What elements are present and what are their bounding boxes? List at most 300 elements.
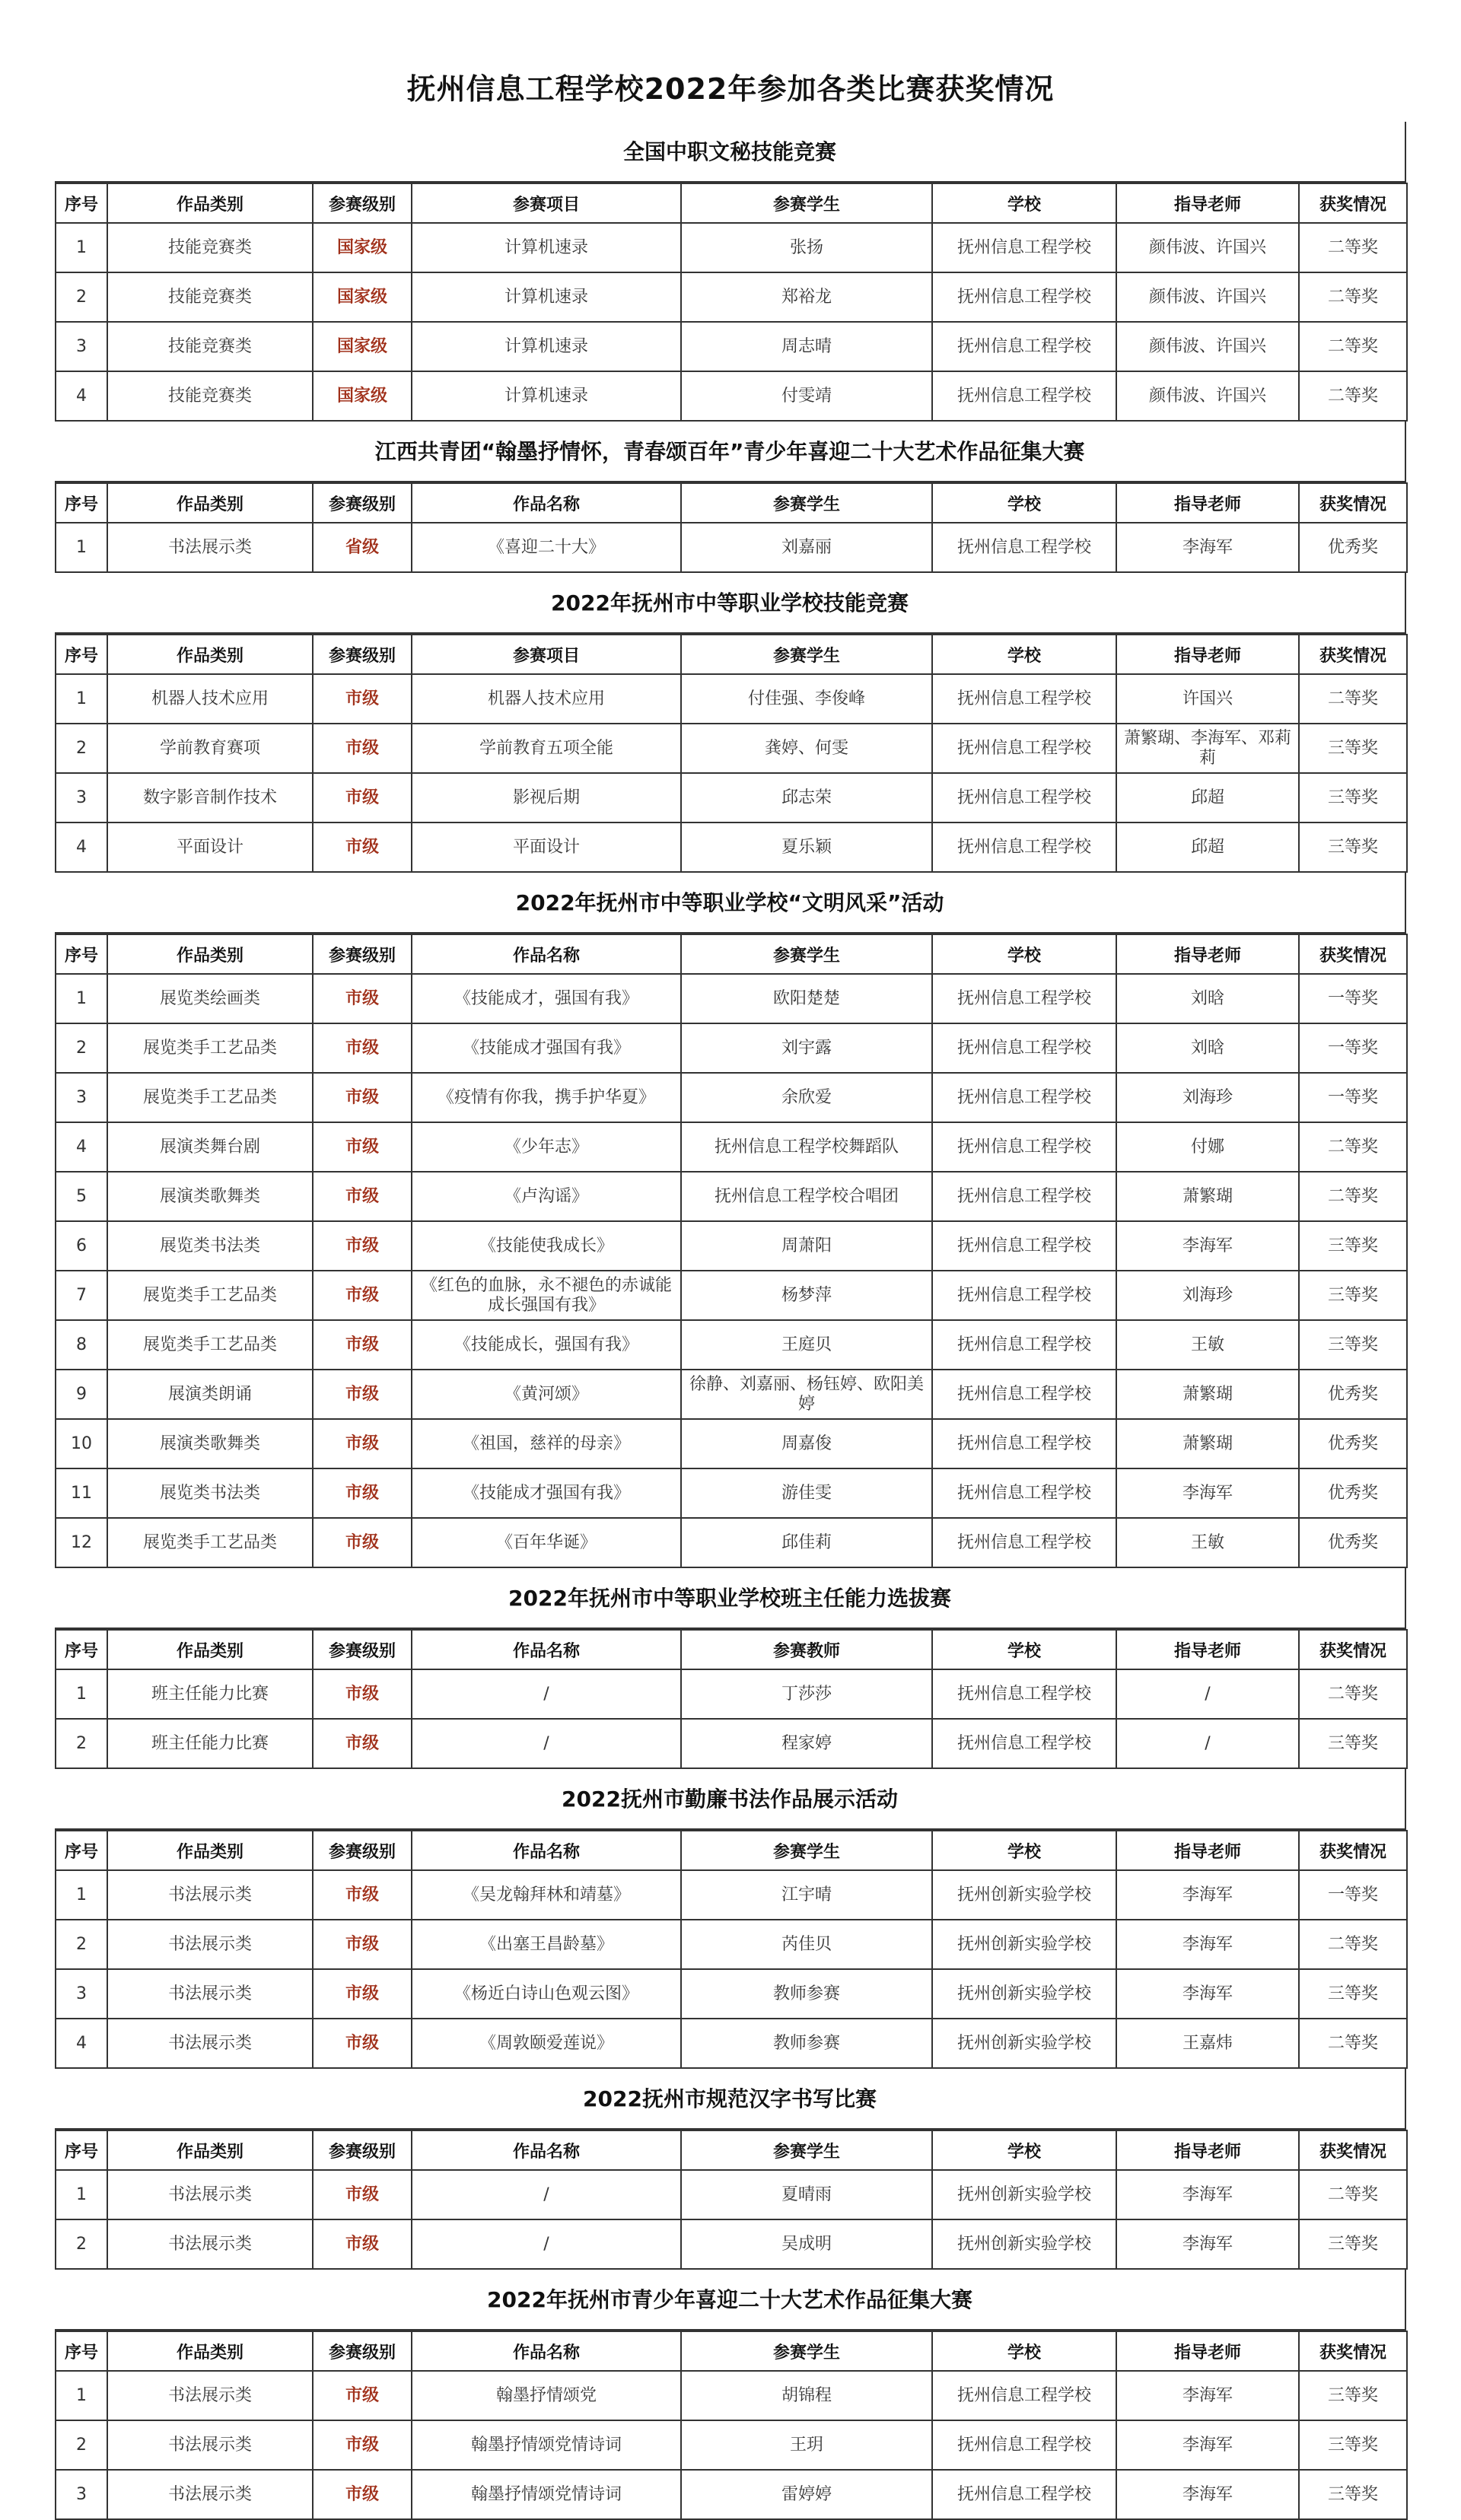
- cell-level: 市级: [313, 1719, 412, 1768]
- column-header-level: 参赛级别: [313, 1630, 412, 1669]
- cell-work: 《周敦颐爱莲说》: [412, 2019, 681, 2068]
- cell-level: 市级: [313, 674, 412, 724]
- cell-index: 1: [56, 1669, 107, 1719]
- cell-index: 4: [56, 822, 107, 872]
- column-header-school: 学校: [932, 2331, 1116, 2371]
- cell-work: 《黄河颂》: [412, 1370, 681, 1419]
- cell-school: 抚州信息工程学校: [932, 773, 1116, 822]
- cell-work: 《红色的血脉，永不褪色的赤诚能成长强国有我》: [412, 1271, 681, 1320]
- column-header-school: 学校: [932, 483, 1116, 523]
- cell-teacher: 李海军: [1116, 523, 1299, 572]
- table-row: [56, 2371, 1407, 2420]
- cell-index: 2: [56, 1719, 107, 1768]
- column-header-participant: 参赛学生: [681, 183, 932, 223]
- cell-category: 技能竞赛类: [107, 272, 313, 322]
- cell-level: 市级: [313, 724, 412, 773]
- column-header-work: 作品名称: [412, 1831, 681, 1870]
- cell-work: 《杨近白诗山色观云图》: [412, 1969, 681, 2019]
- table-header-row: [56, 483, 1407, 523]
- cell-index: 11: [56, 1468, 107, 1518]
- cell-award: 二等奖: [1299, 2170, 1407, 2219]
- award-document: [55, 122, 1406, 2520]
- table-header-row: [56, 934, 1407, 974]
- cell-index: 12: [56, 1518, 107, 1567]
- cell-teacher: 刘晗: [1116, 1023, 1299, 1073]
- cell-category: 展览类手工艺品类: [107, 1073, 313, 1122]
- cell-work: 计算机速录: [412, 322, 681, 371]
- cell-level: 市级: [313, 1370, 412, 1419]
- column-header-index: 序号: [56, 183, 107, 223]
- cell-participant: 郑裕龙: [681, 272, 932, 322]
- cell-index: 9: [56, 1370, 107, 1419]
- column-header-teacher: 指导老师: [1116, 483, 1299, 523]
- cell-award: 三等奖: [1299, 773, 1407, 822]
- cell-teacher: /: [1116, 1719, 1299, 1768]
- table-row: [56, 1518, 1407, 1567]
- cell-level: 市级: [313, 1870, 412, 1920]
- column-header-school: 学校: [932, 1630, 1116, 1669]
- column-header-award: 获奖情况: [1299, 1831, 1407, 1870]
- cell-teacher: 李海军: [1116, 2470, 1299, 2519]
- column-header-participant: 参赛教师: [681, 1630, 932, 1669]
- column-header-category: 作品类别: [107, 2130, 313, 2170]
- cell-work: 《出塞王昌龄墓》: [412, 1920, 681, 1969]
- column-header-participant: 参赛学生: [681, 934, 932, 974]
- table-row: [56, 322, 1407, 371]
- cell-teacher: 王嘉炜: [1116, 2019, 1299, 2068]
- cell-school: 抚州信息工程学校: [932, 2420, 1116, 2470]
- award-table: [55, 2331, 1408, 2520]
- cell-index: 10: [56, 1419, 107, 1468]
- cell-teacher: 颜伟波、许国兴: [1116, 322, 1299, 371]
- cell-participant: 抚州信息工程学校舞蹈队: [681, 1122, 932, 1172]
- cell-level: 市级: [313, 1920, 412, 1969]
- cell-participant: 雷婷婷: [681, 2470, 932, 2519]
- cell-award: 二等奖: [1299, 371, 1407, 421]
- cell-teacher: 付娜: [1116, 1122, 1299, 1172]
- cell-index: 2: [56, 2219, 107, 2269]
- cell-school: 抚州创新实验学校: [932, 2170, 1116, 2219]
- cell-category: 班主任能力比赛: [107, 1719, 313, 1768]
- cell-teacher: 李海军: [1116, 1969, 1299, 2019]
- cell-category: 平面设计: [107, 822, 313, 872]
- cell-participant: 付雯靖: [681, 371, 932, 421]
- cell-index: 8: [56, 1320, 107, 1370]
- cell-participant: 杨梦萍: [681, 1271, 932, 1320]
- cell-level: 国家级: [313, 322, 412, 371]
- column-header-category: 作品类别: [107, 183, 313, 223]
- column-header-work: 参赛项目: [412, 635, 681, 674]
- table-row: [56, 1669, 1407, 1719]
- cell-participant: 张扬: [681, 223, 932, 272]
- cell-participant: 欧阳楚楚: [681, 974, 932, 1023]
- competition-section: [55, 422, 1406, 573]
- award-table: [55, 1830, 1408, 2069]
- column-header-level: 参赛级别: [313, 2331, 412, 2371]
- cell-participant: 周嘉俊: [681, 1419, 932, 1468]
- cell-index: 2: [56, 1023, 107, 1073]
- column-header-award: 获奖情况: [1299, 934, 1407, 974]
- cell-category: 书法展示类: [107, 1870, 313, 1920]
- column-header-index: 序号: [56, 483, 107, 523]
- table-row: [56, 1370, 1407, 1419]
- column-header-index: 序号: [56, 1630, 107, 1669]
- cell-category: 数字影音制作技术: [107, 773, 313, 822]
- cell-level: 市级: [313, 2019, 412, 2068]
- column-header-level: 参赛级别: [313, 934, 412, 974]
- cell-index: 5: [56, 1172, 107, 1221]
- cell-work: /: [412, 1669, 681, 1719]
- cell-index: 1: [56, 223, 107, 272]
- column-header-school: 学校: [932, 934, 1116, 974]
- cell-award: 优秀奖: [1299, 1468, 1407, 1518]
- cell-school: 抚州信息工程学校: [932, 371, 1116, 421]
- table-row: [56, 1320, 1407, 1370]
- table-header-row: [56, 183, 1407, 223]
- cell-index: 1: [56, 974, 107, 1023]
- cell-teacher: 颜伟波、许国兴: [1116, 371, 1299, 421]
- column-header-work: 作品名称: [412, 934, 681, 974]
- cell-teacher: 颜伟波、许国兴: [1116, 272, 1299, 322]
- column-header-work: 作品名称: [412, 2331, 681, 2371]
- cell-teacher: 邱超: [1116, 822, 1299, 872]
- cell-category: 书法展示类: [107, 1920, 313, 1969]
- cell-level: 省级: [313, 523, 412, 572]
- cell-participant: 丁莎莎: [681, 1669, 932, 1719]
- cell-work: 翰墨抒情颂党情诗词: [412, 2420, 681, 2470]
- column-header-work: 参赛项目: [412, 183, 681, 223]
- cell-level: 市级: [313, 1419, 412, 1468]
- competition-section: [55, 1568, 1406, 1769]
- column-header-award: 获奖情况: [1299, 483, 1407, 523]
- cell-teacher: 颜伟波、许国兴: [1116, 223, 1299, 272]
- table-row: [56, 1221, 1407, 1271]
- table-row: [56, 1023, 1407, 1073]
- cell-award: 优秀奖: [1299, 1419, 1407, 1468]
- cell-teacher: 刘海珍: [1116, 1073, 1299, 1122]
- cell-index: 3: [56, 2470, 107, 2519]
- table-header-row: [56, 1630, 1407, 1669]
- cell-index: 3: [56, 773, 107, 822]
- cell-category: 技能竞赛类: [107, 223, 313, 272]
- column-header-teacher: 指导老师: [1116, 635, 1299, 674]
- column-header-work: 作品名称: [412, 2130, 681, 2170]
- cell-level: 市级: [313, 974, 412, 1023]
- cell-award: 二等奖: [1299, 223, 1407, 272]
- table-row: [56, 371, 1407, 421]
- cell-work: /: [412, 2219, 681, 2269]
- cell-level: 市级: [313, 1122, 412, 1172]
- cell-award: 三等奖: [1299, 1320, 1407, 1370]
- table-row: [56, 773, 1407, 822]
- section-title: 2022年抚州市青少年喜迎二十大艺术作品征集大赛: [55, 2270, 1406, 2331]
- cell-school: 抚州信息工程学校: [932, 1419, 1116, 1468]
- cell-work: 翰墨抒情颂党情诗词: [412, 2470, 681, 2519]
- cell-award: 三等奖: [1299, 724, 1407, 773]
- cell-school: 抚州信息工程学校: [932, 674, 1116, 724]
- cell-award: 二等奖: [1299, 2019, 1407, 2068]
- cell-level: 市级: [313, 822, 412, 872]
- column-header-award: 获奖情况: [1299, 1630, 1407, 1669]
- cell-index: 1: [56, 2170, 107, 2219]
- cell-school: 抚州信息工程学校: [932, 1172, 1116, 1221]
- competition-section: [55, 873, 1406, 1568]
- table-header-row: [56, 2130, 1407, 2170]
- cell-award: 一等奖: [1299, 1073, 1407, 1122]
- section-title: 2022年抚州市中等职业学校“文明风采”活动: [55, 873, 1406, 934]
- cell-school: 抚州创新实验学校: [932, 1969, 1116, 2019]
- cell-category: 展览类书法类: [107, 1468, 313, 1518]
- cell-teacher: 王敏: [1116, 1320, 1299, 1370]
- cell-participant: 抚州信息工程学校合唱团: [681, 1172, 932, 1221]
- column-header-award: 获奖情况: [1299, 2130, 1407, 2170]
- cell-work: 《喜迎二十大》: [412, 523, 681, 572]
- cell-category: 展览类手工艺品类: [107, 1271, 313, 1320]
- cell-work: 《少年志》: [412, 1122, 681, 1172]
- cell-award: 二等奖: [1299, 1669, 1407, 1719]
- cell-school: 抚州信息工程学校: [932, 272, 1116, 322]
- cell-participant: 邱佳莉: [681, 1518, 932, 1567]
- cell-participant: 刘宇露: [681, 1023, 932, 1073]
- table-row: [56, 1122, 1407, 1172]
- column-header-level: 参赛级别: [313, 635, 412, 674]
- cell-school: 抚州信息工程学校: [932, 1023, 1116, 1073]
- cell-category: 书法展示类: [107, 2019, 313, 2068]
- cell-index: 4: [56, 1122, 107, 1172]
- cell-award: 二等奖: [1299, 1172, 1407, 1221]
- column-header-participant: 参赛学生: [681, 2130, 932, 2170]
- cell-level: 市级: [313, 1271, 412, 1320]
- cell-index: 3: [56, 1969, 107, 2019]
- award-table: [55, 2130, 1408, 2270]
- cell-school: 抚州信息工程学校: [932, 1320, 1116, 1370]
- column-header-award: 获奖情况: [1299, 183, 1407, 223]
- award-table: [55, 934, 1408, 1568]
- cell-award: 一等奖: [1299, 974, 1407, 1023]
- cell-level: 市级: [313, 1969, 412, 2019]
- cell-work: 计算机速录: [412, 223, 681, 272]
- cell-index: 2: [56, 724, 107, 773]
- section-title: 2022年抚州市中等职业学校班主任能力选拔赛: [55, 1568, 1406, 1629]
- table-header-row: [56, 635, 1407, 674]
- cell-participant: 王庭贝: [681, 1320, 932, 1370]
- cell-category: 书法展示类: [107, 2219, 313, 2269]
- cell-school: 抚州信息工程学校: [932, 523, 1116, 572]
- cell-level: 市级: [313, 773, 412, 822]
- cell-work: 《卢沟谣》: [412, 1172, 681, 1221]
- cell-participant: 芮佳贝: [681, 1920, 932, 1969]
- cell-teacher: 萧繁瑚: [1116, 1419, 1299, 1468]
- table-row: [56, 1920, 1407, 1969]
- column-header-category: 作品类别: [107, 1831, 313, 1870]
- table-row: [56, 1969, 1407, 2019]
- column-header-level: 参赛级别: [313, 483, 412, 523]
- cell-award: 三等奖: [1299, 2219, 1407, 2269]
- cell-teacher: 萧繁瑚: [1116, 1172, 1299, 1221]
- cell-level: 市级: [313, 1669, 412, 1719]
- cell-school: 抚州信息工程学校: [932, 724, 1116, 773]
- column-header-index: 序号: [56, 934, 107, 974]
- cell-participant: 教师参赛: [681, 1969, 932, 2019]
- cell-school: 抚州创新实验学校: [932, 2019, 1116, 2068]
- table-row: [56, 1870, 1407, 1920]
- cell-category: 展演类舞台剧: [107, 1122, 313, 1172]
- cell-level: 市级: [313, 1320, 412, 1370]
- cell-teacher: 邱超: [1116, 773, 1299, 822]
- table-row: [56, 523, 1407, 572]
- table-row: [56, 2019, 1407, 2068]
- cell-teacher: 刘海珍: [1116, 1271, 1299, 1320]
- section-title: 全国中职文秘技能竞赛: [55, 122, 1406, 183]
- cell-school: 抚州创新实验学校: [932, 2219, 1116, 2269]
- award-table: [55, 1629, 1408, 1769]
- cell-level: 市级: [313, 2170, 412, 2219]
- cell-school: 抚州信息工程学校: [932, 1073, 1116, 1122]
- cell-index: 2: [56, 272, 107, 322]
- cell-award: 优秀奖: [1299, 523, 1407, 572]
- cell-category: 书法展示类: [107, 2371, 313, 2420]
- cell-school: 抚州信息工程学校: [932, 1370, 1116, 1419]
- award-table: [55, 634, 1408, 873]
- cell-teacher: 李海军: [1116, 2420, 1299, 2470]
- column-header-school: 学校: [932, 1831, 1116, 1870]
- cell-school: 抚州信息工程学校: [932, 822, 1116, 872]
- cell-school: 抚州信息工程学校: [932, 223, 1116, 272]
- cell-work: 翰墨抒情颂党: [412, 2371, 681, 2420]
- column-header-school: 学校: [932, 2130, 1116, 2170]
- cell-school: 抚州信息工程学校: [932, 1221, 1116, 1271]
- section-title: 2022抚州市勤廉书法作品展示活动: [55, 1769, 1406, 1830]
- cell-teacher: 李海军: [1116, 2219, 1299, 2269]
- cell-teacher: 王敏: [1116, 1518, 1299, 1567]
- cell-work: 《技能使我成长》: [412, 1221, 681, 1271]
- competition-section: [55, 2270, 1406, 2520]
- cell-school: 抚州信息工程学校: [932, 2371, 1116, 2420]
- section-title: 江西共青团“翰墨抒情怀，青春颂百年”青少年喜迎二十大艺术作品征集大赛: [55, 422, 1406, 482]
- cell-work: 影视后期: [412, 773, 681, 822]
- cell-award: 三等奖: [1299, 1221, 1407, 1271]
- cell-school: 抚州信息工程学校: [932, 322, 1116, 371]
- cell-award: 三等奖: [1299, 1271, 1407, 1320]
- column-header-index: 序号: [56, 2130, 107, 2170]
- column-header-award: 获奖情况: [1299, 635, 1407, 674]
- cell-participant: 周萧阳: [681, 1221, 932, 1271]
- column-header-school: 学校: [932, 635, 1116, 674]
- column-header-category: 作品类别: [107, 483, 313, 523]
- cell-teacher: 刘晗: [1116, 974, 1299, 1023]
- column-header-level: 参赛级别: [313, 2130, 412, 2170]
- column-header-category: 作品类别: [107, 1630, 313, 1669]
- cell-teacher: 李海军: [1116, 1221, 1299, 1271]
- cell-index: 1: [56, 1870, 107, 1920]
- cell-school: 抚州创新实验学校: [932, 1920, 1116, 1969]
- cell-level: 市级: [313, 2219, 412, 2269]
- section-title: 2022年抚州市中等职业学校技能竞赛: [55, 573, 1406, 634]
- cell-category: 学前教育赛项: [107, 724, 313, 773]
- column-header-participant: 参赛学生: [681, 2331, 932, 2371]
- cell-participant: 余欣爱: [681, 1073, 932, 1122]
- cell-category: 展演类歌舞类: [107, 1419, 313, 1468]
- cell-award: 三等奖: [1299, 2470, 1407, 2519]
- cell-category: 展览类手工艺品类: [107, 1320, 313, 1370]
- cell-index: 7: [56, 1271, 107, 1320]
- cell-category: 书法展示类: [107, 2420, 313, 2470]
- table-row: [56, 1172, 1407, 1221]
- cell-index: 2: [56, 2420, 107, 2470]
- cell-school: 抚州信息工程学校: [932, 2470, 1116, 2519]
- cell-work: 《技能成才强国有我》: [412, 1023, 681, 1073]
- cell-award: 三等奖: [1299, 2371, 1407, 2420]
- cell-participant: 徐静、刘嘉丽、杨钰婷、欧阳美婷: [681, 1370, 932, 1419]
- column-header-level: 参赛级别: [313, 1831, 412, 1870]
- cell-level: 市级: [313, 2371, 412, 2420]
- cell-index: 3: [56, 1073, 107, 1122]
- column-header-participant: 参赛学生: [681, 635, 932, 674]
- column-header-level: 参赛级别: [313, 183, 412, 223]
- cell-work: 《百年华诞》: [412, 1518, 681, 1567]
- cell-teacher: 许国兴: [1116, 674, 1299, 724]
- column-header-teacher: 指导老师: [1116, 1630, 1299, 1669]
- column-header-school: 学校: [932, 183, 1116, 223]
- cell-participant: 龚婷、何雯: [681, 724, 932, 773]
- table-row: [56, 2420, 1407, 2470]
- cell-participant: 程家婷: [681, 1719, 932, 1768]
- cell-category: 展览类手工艺品类: [107, 1023, 313, 1073]
- cell-index: 2: [56, 1920, 107, 1969]
- cell-index: 3: [56, 322, 107, 371]
- cell-participant: 刘嘉丽: [681, 523, 932, 572]
- cell-school: 抚州信息工程学校: [932, 1719, 1116, 1768]
- cell-work: 计算机速录: [412, 371, 681, 421]
- table-row: [56, 2470, 1407, 2519]
- table-header-row: [56, 2331, 1407, 2371]
- table-row: [56, 1719, 1407, 1768]
- cell-level: 市级: [313, 2470, 412, 2519]
- cell-work: 计算机速录: [412, 272, 681, 322]
- cell-work: 《技能成长，强国有我》: [412, 1320, 681, 1370]
- cell-level: 市级: [313, 1468, 412, 1518]
- table-row: [56, 822, 1407, 872]
- cell-work: 平面设计: [412, 822, 681, 872]
- cell-participant: 教师参赛: [681, 2019, 932, 2068]
- column-header-participant: 参赛学生: [681, 1831, 932, 1870]
- cell-category: 书法展示类: [107, 2470, 313, 2519]
- competition-section: [55, 573, 1406, 873]
- table-row: [56, 1419, 1407, 1468]
- cell-category: 展览类书法类: [107, 1221, 313, 1271]
- table-row: [56, 974, 1407, 1023]
- page-title: 抚州信息工程学校2022年参加各类比赛获奖情况: [406, 72, 1055, 106]
- cell-school: 抚州创新实验学校: [932, 1870, 1116, 1920]
- cell-work: 《吴龙翰拜林和靖墓》: [412, 1870, 681, 1920]
- award-table: [55, 482, 1408, 573]
- cell-category: 书法展示类: [107, 2170, 313, 2219]
- cell-school: 抚州信息工程学校: [932, 974, 1116, 1023]
- cell-school: 抚州信息工程学校: [932, 1669, 1116, 1719]
- column-header-category: 作品类别: [107, 635, 313, 674]
- cell-participant: 游佳雯: [681, 1468, 932, 1518]
- cell-work: 学前教育五项全能: [412, 724, 681, 773]
- cell-award: 二等奖: [1299, 272, 1407, 322]
- column-header-index: 序号: [56, 635, 107, 674]
- cell-award: 优秀奖: [1299, 1370, 1407, 1419]
- cell-award: 二等奖: [1299, 674, 1407, 724]
- cell-index: 4: [56, 2019, 107, 2068]
- cell-level: 市级: [313, 1073, 412, 1122]
- cell-level: 市级: [313, 1518, 412, 1567]
- table-row: [56, 2170, 1407, 2219]
- competition-section: [55, 122, 1406, 422]
